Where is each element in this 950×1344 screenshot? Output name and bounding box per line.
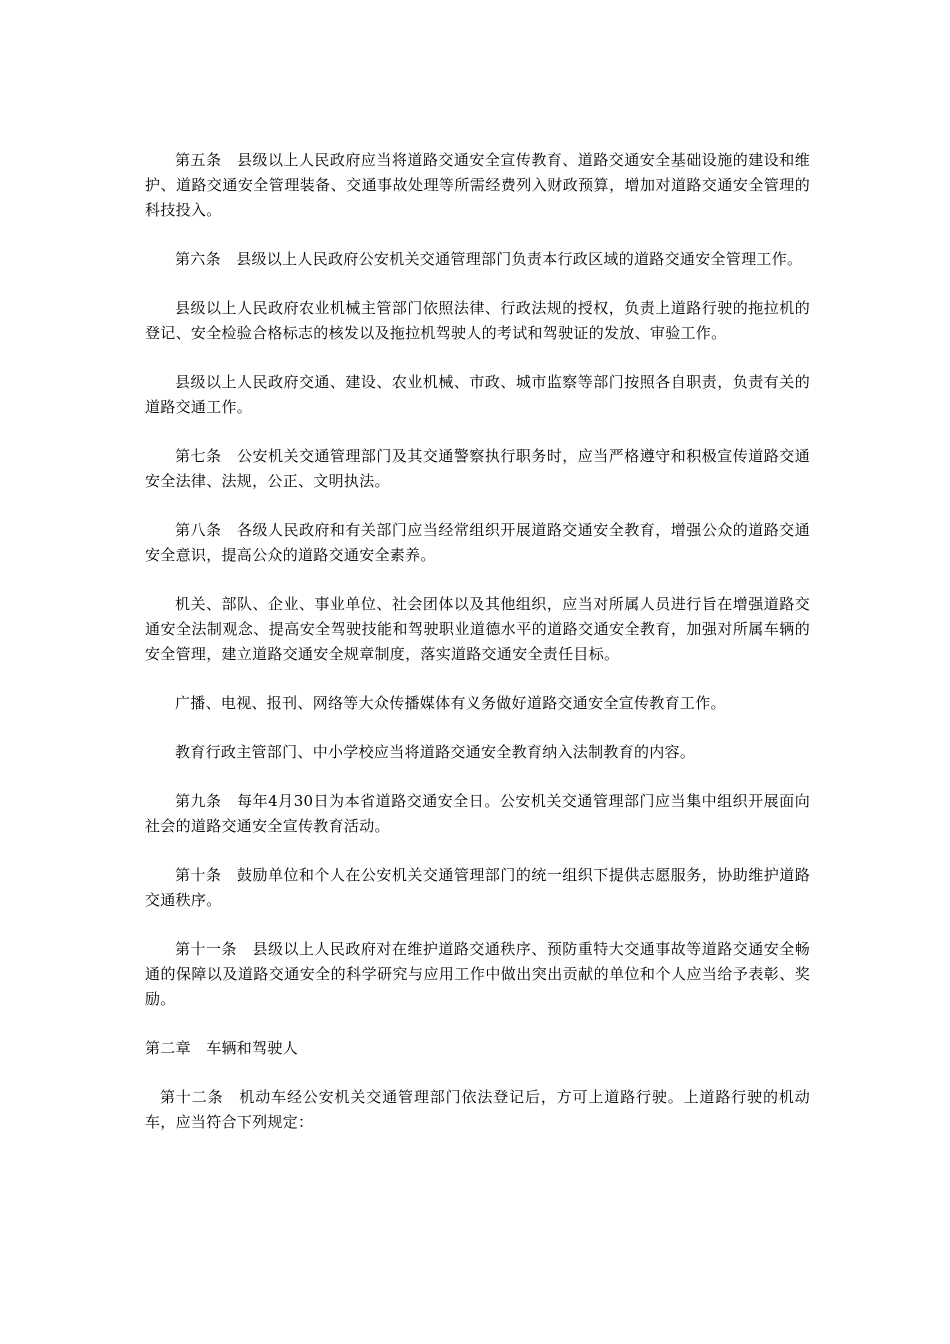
chapter-heading: 第二章 车辆和驾驶人	[145, 1039, 299, 1057]
article-12: 第十二条 机动车经公安机关交通管理部门依法登记后，方可上道路行驶。上道路行驶的机动车，应当符合下列规定：	[145, 1088, 810, 1131]
article-6-para-2: 县级以上人民政府农业机械主管部门依照法律、行政法规的授权，负责上道路行驶的拖拉机的登记、安全检验合格标志的核发以及拖拉机驾驶人的考试和驾驶证的发放、审验工作。	[145, 299, 810, 342]
article-11: 第十一条 县级以上人民政府对在维护道路交通秩序、预防重特大交通事故等道路交通安全畅通的保障以及道路交通安全的科学研究与应用工作中做出突出贡献的单位和个人应当给予表彰、奖励。	[145, 940, 810, 1008]
article-9: 第九条 每年4月30日为本省道路交通安全日。公安机关交通管理部门应当集中组织开展面向社会的道路交通安全宣传教育活动。	[145, 792, 810, 835]
document-body	[145, 148, 810, 1159]
article-8-para-4: 教育行政主管部门、中小学校应当将道路交通安全教育纳入法制教育的内容。	[175, 743, 696, 761]
article-7: 第七条 公安机关交通管理部门及其交通警察执行职务时，应当严格遵守和积极宣传道路交通安全法律、法规，公正、文明执法。	[145, 447, 810, 490]
article-5: 第五条 县级以上人民政府应当将道路交通安全宣传教育、道路交通安全基础设施的建设和维护、道路交通安全管理装备、交通事故处理等所需经费列入财政预算，增加对道路交通安全管理的科技投入。	[145, 151, 810, 219]
article-6-para-3: 县级以上人民政府交通、建设、农业机械、市政、城市监察等部门按照各自职责，负责有关的道路交通工作。	[145, 373, 810, 416]
article-10: 第十条 鼓励单位和个人在公安机关交通管理部门的统一组织下提供志愿服务，协助维护道路交通秩序。	[145, 866, 810, 909]
article-6: 第六条 县级以上人民政府公安机关交通管理部门负责本行政区域的道路交通安全管理工作。	[175, 250, 803, 268]
article-8-para-2: 机关、部队、企业、事业单位、社会团体以及其他组织，应当对所属人员进行旨在增强道路交通安全法制观念、提高安全驾驶技能和驾驶职业道德水平的道路交通安全教育，加强对所属车辆的安全管理，建立道路交通安全规章制度，落实道路交通安全责任目标。	[145, 595, 810, 663]
article-8: 第八条 各级人民政府和有关部门应当经常组织开展道路交通安全教育，增强公众的道路交通安全意识，提高公众的道路交通安全素养。	[145, 521, 810, 564]
article-8-para-3: 广播、电视、报刊、网络等大众传播媒体有义务做好道路交通安全宣传教育工作。	[175, 694, 726, 712]
